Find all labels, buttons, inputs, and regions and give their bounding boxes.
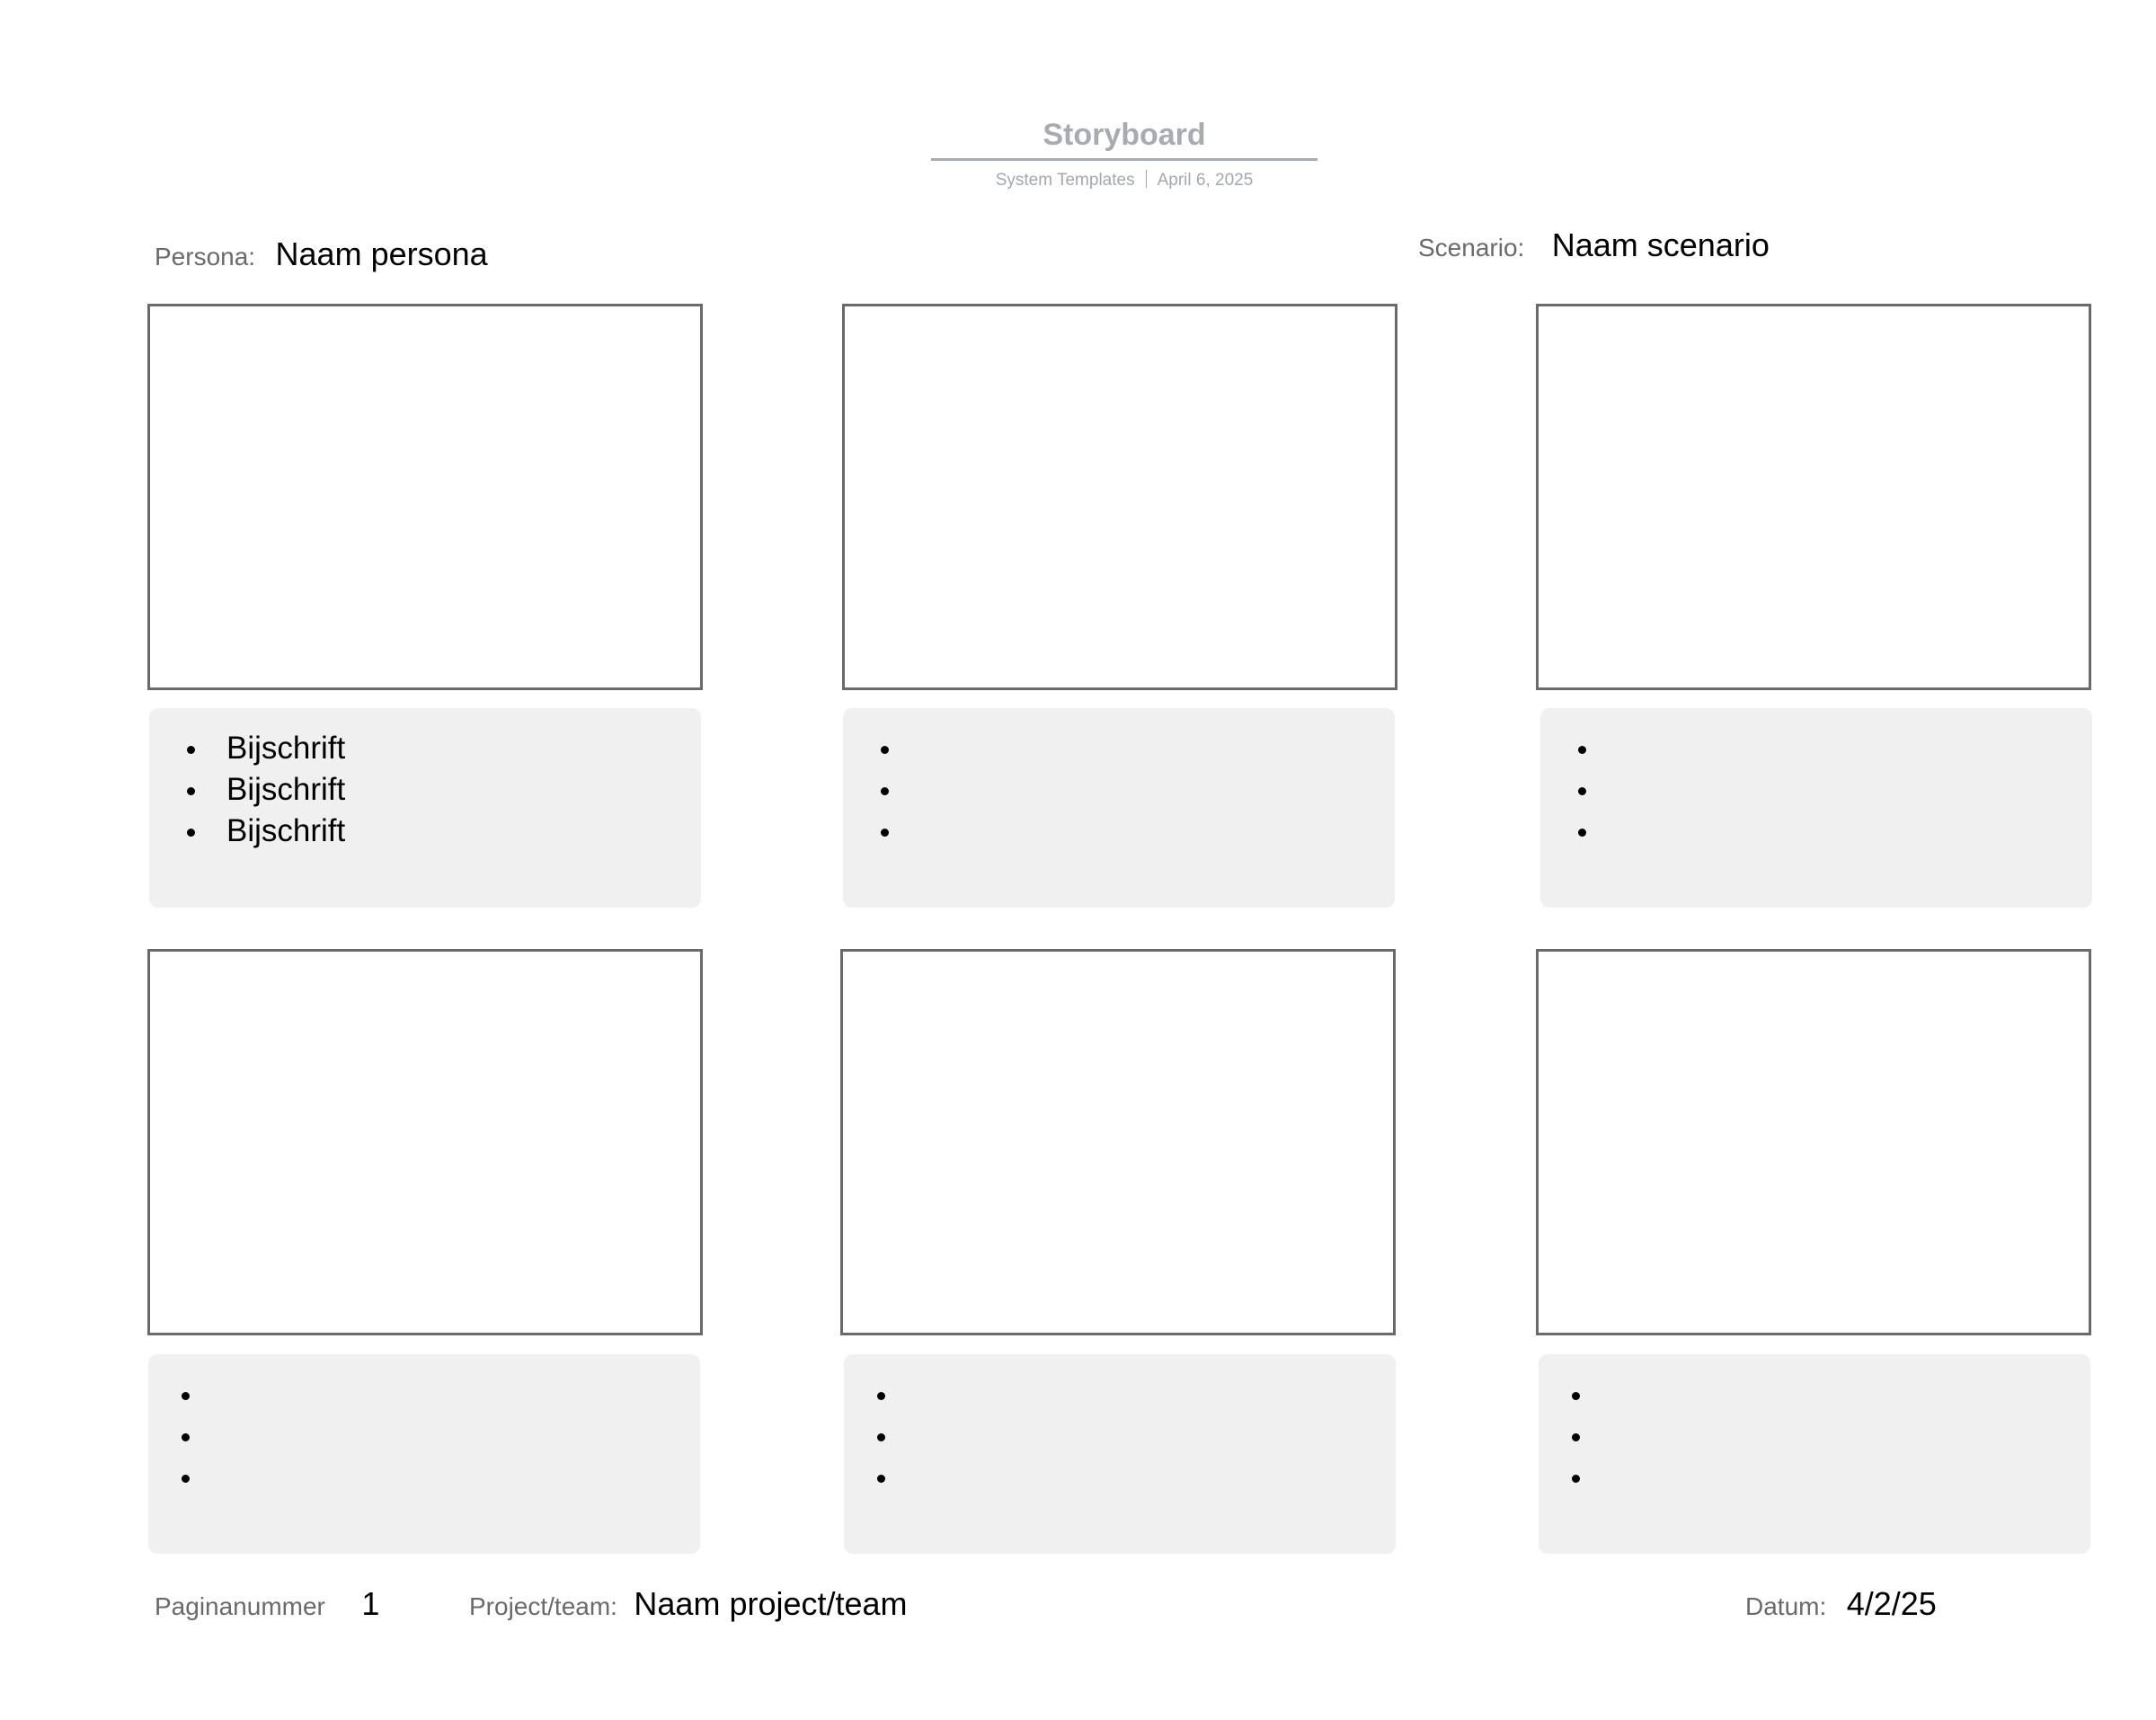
- caption-item[interactable]: Bijschrift: [187, 811, 345, 852]
- caption-item[interactable]: [1572, 1457, 1611, 1498]
- scenario-field: [1418, 226, 1770, 264]
- caption-list-4: [182, 1374, 221, 1498]
- caption-item[interactable]: [182, 1415, 221, 1457]
- caption-item[interactable]: [1572, 1374, 1611, 1415]
- document-meta: [931, 170, 1318, 191]
- caption-item[interactable]: Bijschrift: [187, 769, 345, 811]
- project-label: Project/team:: [469, 1592, 617, 1620]
- date-value[interactable]: 4/2/25: [1846, 1585, 1937, 1622]
- caption-item[interactable]: [881, 728, 920, 769]
- page-number-label: Paginanummer: [155, 1592, 325, 1620]
- caption-item[interactable]: [877, 1457, 917, 1498]
- document-title: Storyboard: [931, 115, 1318, 161]
- storyboard-frame-5[interactable]: [840, 949, 1396, 1335]
- template-source: System Templates: [995, 171, 1135, 190]
- caption-item[interactable]: [182, 1457, 221, 1498]
- caption-box-5[interactable]: [844, 1354, 1396, 1554]
- caption-item[interactable]: [881, 811, 920, 852]
- caption-item[interactable]: [182, 1374, 221, 1415]
- document-header: [931, 115, 1318, 191]
- scenario-label: Scenario:: [1418, 234, 1525, 262]
- caption-list-3: [1578, 728, 1618, 852]
- storyboard-frame-2[interactable]: [842, 304, 1397, 690]
- meta-separator: [1146, 170, 1147, 188]
- persona-value[interactable]: Naam persona: [275, 235, 488, 272]
- persona-label: Persona:: [155, 243, 256, 270]
- caption-box-3[interactable]: [1540, 708, 2092, 908]
- caption-item[interactable]: [881, 769, 920, 811]
- caption-item[interactable]: Bijschrift: [187, 728, 345, 769]
- caption-box-4[interactable]: [148, 1354, 700, 1554]
- caption-list-2: [881, 728, 920, 852]
- caption-box-2[interactable]: [843, 708, 1395, 908]
- caption-list-1: [187, 728, 345, 852]
- page-number-value[interactable]: 1: [361, 1585, 380, 1622]
- storyboard-frame-3[interactable]: [1536, 304, 2091, 690]
- date-label: Datum:: [1745, 1592, 1827, 1620]
- project-field: [469, 1585, 908, 1623]
- caption-item[interactable]: [1578, 769, 1618, 811]
- caption-item[interactable]: [1578, 728, 1618, 769]
- caption-item[interactable]: [877, 1374, 917, 1415]
- caption-item[interactable]: [1578, 811, 1618, 852]
- caption-list-6: [1572, 1374, 1611, 1498]
- storyboard-frame-4[interactable]: [147, 949, 703, 1335]
- storyboard-frame-6[interactable]: [1536, 949, 2091, 1335]
- storyboard-frame-1[interactable]: [147, 304, 703, 690]
- caption-box-6[interactable]: [1539, 1354, 2090, 1554]
- caption-list-5: [877, 1374, 917, 1498]
- date-field: [1745, 1585, 1937, 1623]
- document-date: April 6, 2025: [1157, 171, 1254, 190]
- project-value[interactable]: Naam project/team: [634, 1585, 908, 1622]
- caption-item[interactable]: [1572, 1415, 1611, 1457]
- page-number-field: [155, 1585, 379, 1623]
- scenario-value[interactable]: Naam scenario: [1551, 226, 1770, 263]
- caption-item[interactable]: [877, 1415, 917, 1457]
- persona-field: [155, 235, 488, 273]
- caption-box-1[interactable]: [149, 708, 701, 908]
